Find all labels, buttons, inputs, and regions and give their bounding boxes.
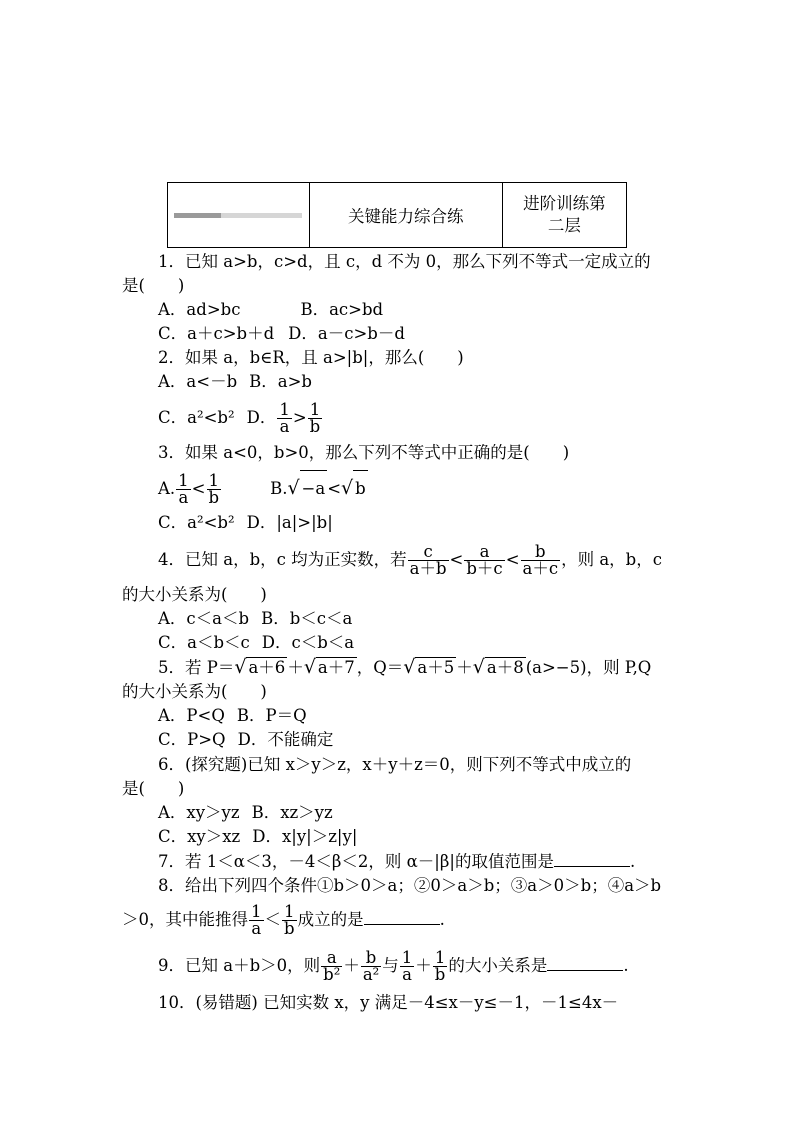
q5-options-ab: [158, 706, 307, 726]
fraction: $\frac{c}{a+b}$: [409, 542, 447, 578]
answer-blank[interactable]: [547, 956, 623, 971]
q3-option-c: C．a²<b²: [158, 513, 235, 532]
q1-stem-line1: 1．已知 a>b，c>d，且 c，d 不为 0，那么下列不等式一定成立的: [158, 252, 651, 271]
q4-options-ab: [158, 609, 352, 629]
fraction: $\frac{1}{a}$: [178, 471, 189, 507]
fraction: $\frac{b}{\text{a²}}$: [362, 948, 380, 984]
q1-option-a: A．ad>bc: [158, 300, 241, 319]
fraction: $\frac{b}{a+c}$: [522, 542, 559, 578]
q2-options-ab: [158, 372, 312, 392]
fraction: $\frac{1}{b}$: [309, 400, 321, 436]
sqrt: b: [353, 470, 368, 507]
q2-options-cd: C．a²<b² D． $\frac{1}{a}$ > $\frac{1}{b}$: [158, 400, 321, 436]
q3-option-d: D．|a|>|b|: [246, 513, 333, 532]
q5-option-a: A．P<Q: [158, 706, 225, 725]
sqrt: a＋6: [248, 658, 286, 677]
q1-options-cd: [158, 324, 405, 344]
level-label-line2: 二层: [547, 216, 581, 235]
q6-stem-line1: 6．(探究题)已知 x＞y＞z，x＋y＋z＝0，则下列不等式中成立的: [158, 755, 632, 774]
answer-blank[interactable]: [364, 910, 440, 925]
q8-stem-line1: 8．给出下列四个条件①b＞0＞a；②0＞a＞b；③a＞0＞b；④a＞b: [158, 876, 662, 895]
q2-option-b: B．a>b: [249, 372, 312, 391]
q7-stem: 7．若 1＜α＜3，－4＜β＜2，则 α－|β|的取值范围是 .: [158, 852, 636, 871]
q1-option-c: C．a＋c>b＋d: [158, 324, 275, 343]
q4-option-b: B．b＜c＜a: [261, 609, 353, 628]
q1-option-b: B．ac>bd: [300, 300, 384, 319]
sqrt: a＋8: [486, 658, 524, 677]
q5-option-b: B．P＝Q: [236, 706, 307, 725]
q4-option-c: C．a＜b＜c: [158, 633, 250, 652]
q1-options-ab: [158, 300, 383, 320]
q6-option-a: A．xy＞yz: [158, 803, 240, 822]
q3-option-a-prefix: A.: [158, 479, 176, 498]
level-label: [502, 183, 626, 248]
q2-option-c: C．a²<b²: [158, 408, 235, 427]
q6-option-c: C．xy＞xz: [158, 827, 241, 846]
q5-options-cd: [158, 730, 333, 750]
fraction: $\frac{1}{a}$: [279, 400, 290, 436]
fraction: $\frac{1}{b}$: [208, 471, 220, 507]
fraction: $\frac{1}{a}$: [251, 902, 262, 938]
q5-option-d: D．不能确定: [237, 730, 334, 749]
q1-stem-line2: 是( ): [122, 276, 185, 295]
progress-bar: [174, 213, 302, 218]
q1-option-d: D．a－c>b－d: [288, 324, 405, 343]
q2-stem: 2．如果 a，b∈R，且 a>|b|，那么( ): [158, 348, 464, 367]
q4-option-a: A．c＜a＜b: [158, 609, 250, 628]
q4-options-cd: [158, 633, 354, 653]
q6-options-cd: [158, 827, 357, 847]
q3-options-cd: [158, 513, 333, 533]
sqrt: −a: [300, 470, 328, 507]
level-label-line1: 进阶训练第: [523, 194, 606, 213]
sqrt: a＋5: [417, 658, 455, 677]
q3-option-b-prefix: B.: [270, 479, 288, 498]
q6-option-d: D．x|y|＞z|y|: [252, 827, 358, 846]
progress-bar-fill: [174, 213, 220, 218]
q4-stem-line2: 的大小关系为( ): [122, 585, 267, 604]
q3-stem: 3．如果 a<0，b>0，那么下列不等式中正确的是( ): [158, 443, 570, 462]
q5-stem-line1: 5．若 P＝√ a＋6 ＋√ a＋7 ，Q＝√ a＋5 ＋√ a＋8 (a>−5)，则 P,Q: [158, 656, 652, 678]
q2-option-a: A．a<－b: [158, 372, 238, 391]
q9-stem: 9．已知 a＋b＞0，则 $\frac{a}{\text{b²}}$ ＋ $\frac{b}{\text{a²}}$ 与 $\frac{1}{a}$ ＋ $\frac{1}{b}$ 的大小关系是 .: [158, 948, 629, 984]
section-header-table: [167, 182, 627, 248]
answer-blank[interactable]: [554, 852, 630, 867]
q5-option-c: C．P>Q: [158, 730, 226, 749]
fraction: $\frac{1}{a}$: [401, 948, 413, 984]
q6-option-b: B．xz＞yz: [251, 803, 333, 822]
q6-options-ab: [158, 803, 333, 823]
fraction: $\frac{a}{\text{b²}}$: [323, 948, 341, 984]
q4-stem-line1: 4．已知 a，b，c 均为正实数，若 $\frac{c}{a+b}$ < $\frac{a}{b+c}$ < $\frac{b}{a+c}$ ，则 a，b，c: [158, 542, 662, 578]
fraction: $\frac{1}{b}$: [284, 902, 295, 938]
fraction: $\frac{a}{b+c}$: [466, 542, 503, 578]
q5-stem-line2: 的大小关系为( ): [122, 682, 267, 701]
q3-options-ab: A. $\frac{1}{a}$ < $\frac{1}{b}$ B.√ −a <√ b: [158, 471, 366, 507]
progress-cell: [168, 183, 310, 248]
q4-option-d: D．c＜b＜a: [261, 633, 355, 652]
sqrt: a＋7: [317, 658, 355, 677]
section-title: 关键能力综合练: [309, 183, 502, 248]
fraction: $\frac{1}{b}$: [434, 948, 446, 984]
q10-stem: 10．(易错题) 已知实数 x，y 满足－4≤x－y≤－1，－1≤4x－: [158, 993, 619, 1012]
q6-stem-line2: 是( ): [122, 779, 185, 798]
q2-option-d-prefix: D．: [246, 408, 277, 427]
q8-stem-line2: ＞0，其中能推得 $\frac{1}{a}$ ＜ $\frac{1}{b}$ 成立的是 .: [122, 902, 445, 938]
